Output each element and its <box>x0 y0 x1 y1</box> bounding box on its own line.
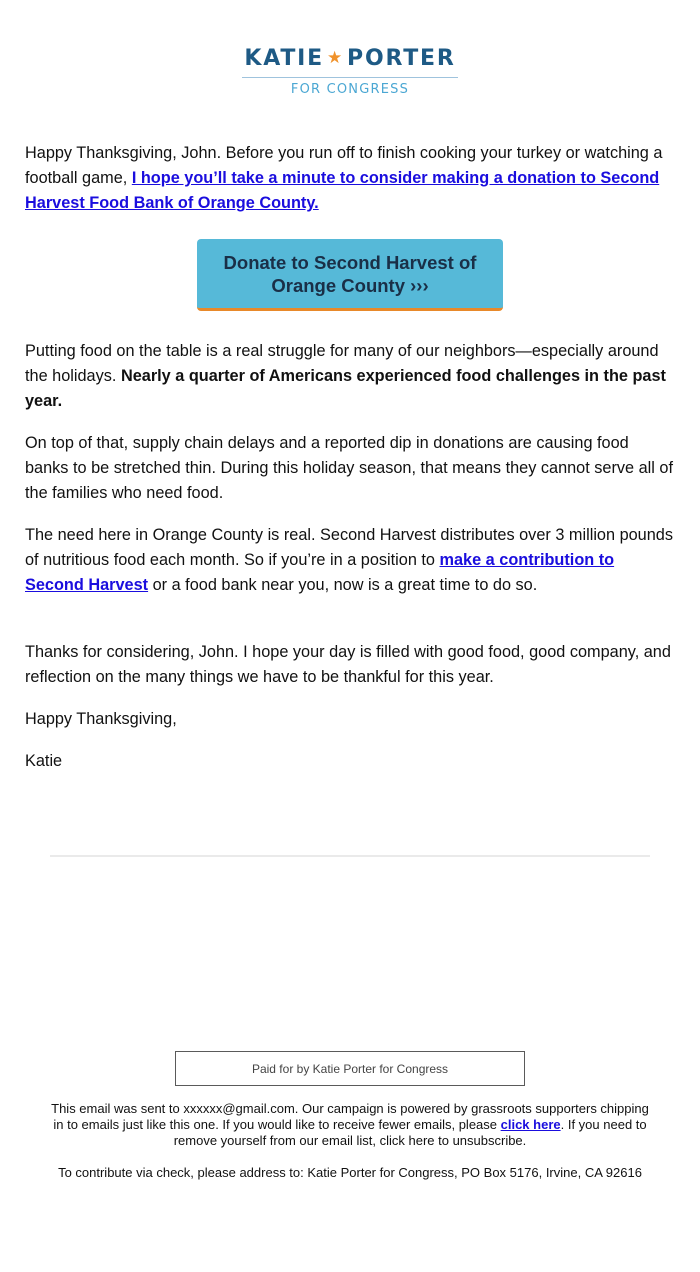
mailing-address: To contribute via check, please address to: Katie Porter for Congress, PO Box 5176, Irvine, CA 92616 <box>58 1165 642 1180</box>
contribution-link[interactable]: make a contribution to Second Harvest <box>25 551 615 594</box>
food-struggle-text: Putting food on the table is a real struggle for many of our neighbors—especially around the holidays. <box>25 342 659 385</box>
logo-name-first: KATIE <box>244 46 324 71</box>
email-notice <box>50 1101 650 1149</box>
section-divider <box>50 855 650 857</box>
closing-line: Happy Thanksgiving, <box>25 710 177 728</box>
supply-chain-paragraph: On top of that, supply chain delays and a reported dip in donations are causing food banks to be stretched thin. During this holiday season, that means they cannot serve all of the families who need food. <box>25 434 674 502</box>
logo-subtitle: FOR CONGRESS <box>290 82 410 97</box>
donate-button[interactable]: Donate to Second Harvest of Orange County ››› <box>197 239 503 311</box>
logo-wordmark <box>244 44 455 75</box>
fewer-emails-link[interactable]: click here <box>500 1117 561 1132</box>
logo-divider <box>242 77 458 78</box>
orange-county-paragraph <box>25 523 675 598</box>
campaign-logo <box>0 44 700 97</box>
thanks-paragraph: Thanks for considering, John. I hope your day is filled with good food, good company, and reflection on the many things we have to be thankful for this year. <box>25 643 671 686</box>
signature: Katie <box>25 752 63 770</box>
intro-paragraph <box>25 141 675 216</box>
email-notice-text: This email was sent to xxxxxx@gmail.com. Our campaign is powered by grassroots supporters chipping in to emails just like this one. If you would like to receive fewer emails, please <box>51 1101 649 1132</box>
star-icon: ★ <box>326 48 345 68</box>
food-struggle-paragraph <box>25 339 675 414</box>
orange-county-text: The need here in Orange County is real. Second Harvest distributes over 3 million pounds of nutritious food each month. So if you’re in a position to <box>25 526 673 569</box>
food-challenges-stat: Nearly a quarter of Americans experienced food challenges in the past year. <box>25 367 666 410</box>
orange-county-text-end: or a food bank near you, now is a great time to do so. <box>148 576 538 594</box>
logo-name-last: PORTER <box>347 46 456 71</box>
intro-donation-link[interactable]: I hope you’ll take a minute to consider making a donation to Second Harvest Food Bank of Orange County. <box>25 169 660 212</box>
paid-for-disclaimer: Paid for by Katie Porter for Congress <box>175 1051 525 1086</box>
unsubscribe-text: . If you need to remove yourself from our email list, click here to unsubscribe. <box>173 1117 647 1148</box>
intro-text: Happy Thanksgiving, John. Before you run off to finish cooking your turkey or watching a football game, <box>25 144 663 187</box>
